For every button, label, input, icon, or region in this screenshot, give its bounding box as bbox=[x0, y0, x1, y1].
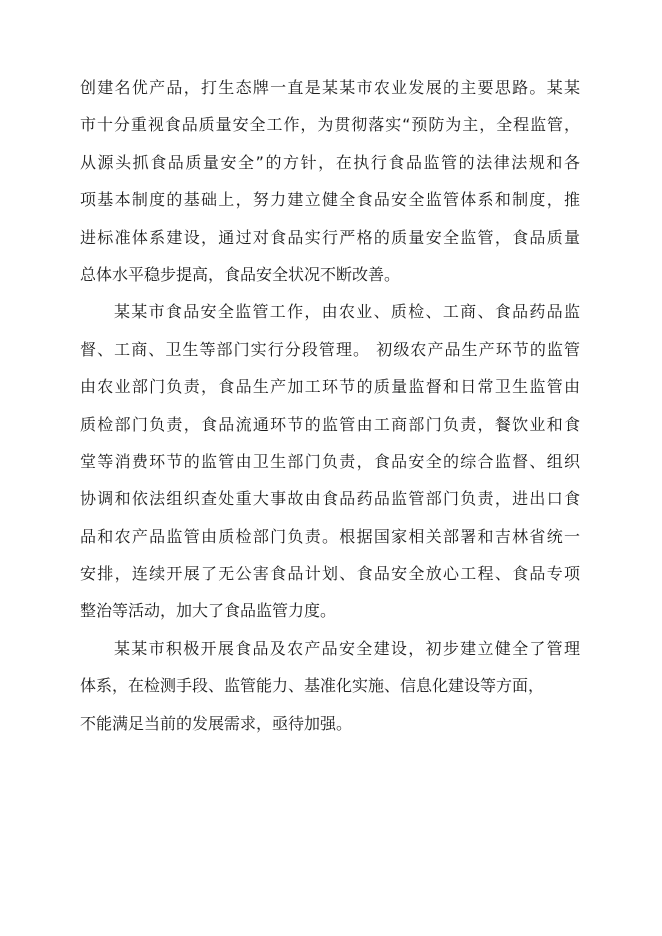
paragraph-3-line-1: 某某市积极开展食品及农产品安全建设，初步建立健全了管理 bbox=[114, 638, 580, 658]
paragraph-2-line-1: 某某市食品安全监管工作，由农业、质检、工商、食品药品监 bbox=[114, 302, 580, 322]
paragraph-2-line-3: 由农业部门负责，食品生产加工环节的质量监督和日常卫生监管由 bbox=[80, 377, 580, 397]
paragraph-1-line-6: 总体水平稳步提高，食品安全状况不断改善。 bbox=[80, 264, 401, 284]
paragraph-2-line-6: 协调和依法组织查处重大事故由食品药品监管部门负责，进出口食 bbox=[80, 489, 580, 509]
paragraph-2-line-9: 整治等活动，加大了食品监管力度。 bbox=[80, 601, 337, 621]
document-body bbox=[80, 76, 580, 749]
paragraph-1-line-4: 项基本制度的基础上，努力建立健全食品安全监管体系和制度，推 bbox=[80, 190, 580, 210]
paragraph-2-line-5: 堂等消费环节的监管由卫生部门负责，食品安全的综合监督、组织 bbox=[80, 451, 580, 471]
paragraph-2-line-4: 质检部门负责，食品流通环节的监管由工商部门负责，餐饮业和食 bbox=[80, 414, 580, 434]
paragraph-3-line-2: 体系，在检测手段、监管能力、基准化实施、信息化建设等方面， bbox=[80, 676, 545, 696]
paragraph-1-line-2: 市十分重视食品质量安全工作，为贯彻落实“预防为主，全程监管， bbox=[80, 115, 580, 135]
paragraph-1-line-1: 创建名优产品，打生态牌一直是某某市农业发展的主要思路。某某 bbox=[80, 78, 580, 97]
paragraph-1-line-5: 进标准体系建设，通过对食品实行严格的质量安全监管，食品质量 bbox=[80, 227, 580, 247]
paragraph-1-line-3: 从源头抓食品质量安全”的方针，在执行食品监管的法律法规和各 bbox=[80, 152, 580, 172]
paragraph-3-line-3: 不能满足当前的发展需求，亟待加强。 bbox=[80, 713, 353, 733]
paragraph-2-line-7: 品和农产品监管由质检部门负责。根据国家相关部署和吉林省统一 bbox=[80, 526, 580, 546]
paragraph-2-line-8: 安排，连续开展了无公害食品计划、食品安全放心工程、食品专项 bbox=[80, 564, 580, 584]
paragraph-2-line-2: 督、工商、卫生等部门实行分段管理。 初级农产品生产环节的监管 bbox=[80, 339, 580, 359]
